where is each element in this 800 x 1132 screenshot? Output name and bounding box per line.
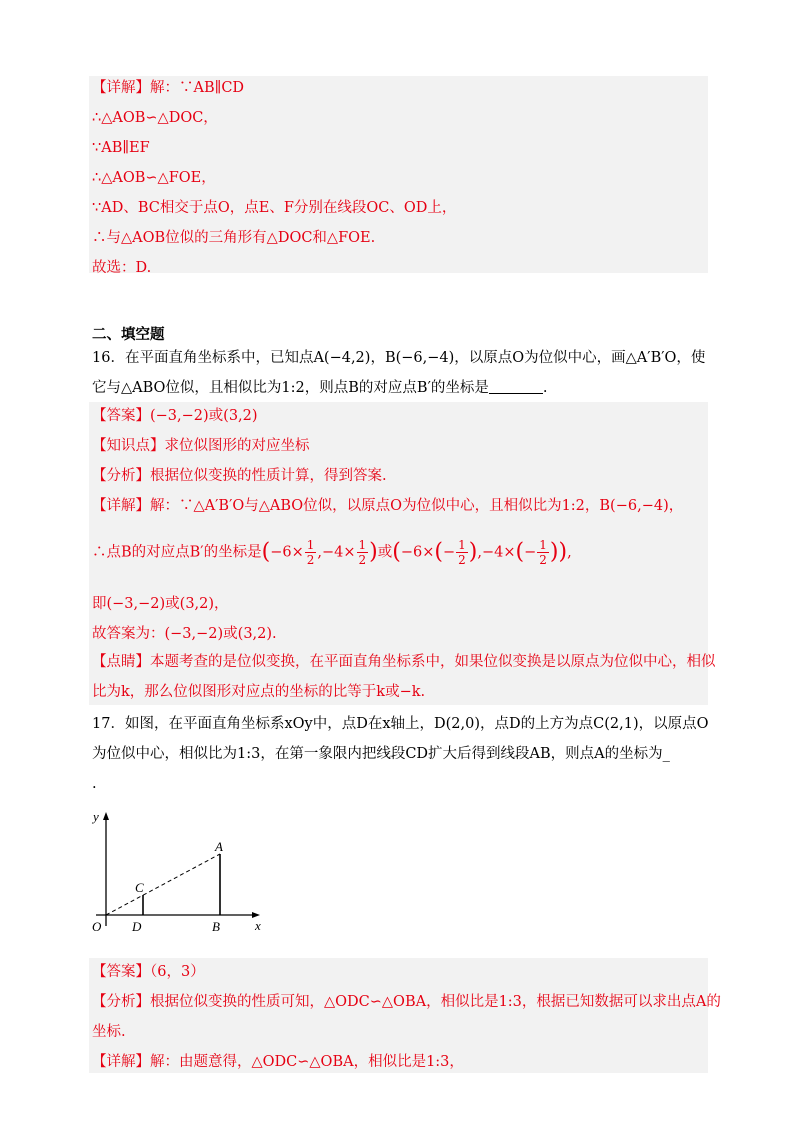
q16-detail-line-2: ∴点B的对应点B′的坐标是(−6× $\frac{1}{2}$ ,−4× $\frac{1}{2}$ )或(−6×(− $\frac{1}{2}$ ),−4×(− $\frac{1}{2}$ )), (92, 538, 572, 567)
q15-line-7: 故选：D. (92, 260, 152, 276)
answer-tag: 【答案】 (92, 964, 150, 980)
q15-line-6: ∴与△AOB位似的三角形有△DOC和△FOE. (92, 230, 376, 246)
q16-analysis-line: 【分析】根据位似变换的性质计算，得到答案. (92, 468, 387, 484)
q16-detail-line-3: 即(−3,−2)或(3,2)， (92, 596, 229, 612)
q17-analysis-line-1: 【分析】根据位似变换的性质可知，△ODC∽△OBA，相似比是1:3，根据已知数据可以求出点A的 (92, 994, 721, 1010)
fraction: $\frac{1}{2}$ (539, 538, 547, 567)
q15-line-1: 【详解】解：∵AB∥CD (92, 80, 245, 96)
q17-answer-line (92, 962, 205, 982)
q15-line-4: ∴△AOB∽△FOE， (92, 170, 216, 186)
q15-detail-tag: 【详解】 (92, 80, 150, 96)
q17-stem-line-2: 为位似中心，相似比为1:3，在第一象限内把线段CD扩大后得到线段AB，则点A的坐标为_ (92, 746, 670, 762)
label-B: B (212, 919, 220, 934)
coordinate-figure (88, 808, 268, 938)
q17-stem-line-1: 17．如图，在平面直角坐标系xOy中，点D在x轴上，D(2,0)，点D的上方为点C(2,1)，以原点O (92, 716, 709, 732)
answer-value: (−3,−2)或(3,2) (150, 408, 258, 424)
q16-knowledge-line: 【知识点】求位似图形的对应坐标 (92, 438, 310, 454)
section-heading: 二、填空题 (92, 326, 165, 343)
answer-tag: 【答案】 (92, 408, 150, 424)
label-x: x (255, 918, 261, 933)
q17-stem-line-3: . (92, 776, 97, 792)
dashed-line-OA (106, 854, 220, 915)
label-O: O (92, 919, 102, 934)
q16-note-line-2: 比为k，那么位似图形对应点的坐标的比等于k或−k. (92, 684, 426, 700)
answer-blank (489, 379, 543, 394)
label-D: D (132, 919, 142, 934)
q15-line-3: ∵AB∥EF (92, 140, 150, 156)
q17-analysis-line-2: 坐标. (92, 1024, 126, 1040)
analysis-tag: 【分析】 (92, 468, 150, 484)
q16-detail-line-4: 故答案为：(−3,−2)或(3,2). (92, 626, 277, 642)
fraction: $\frac{1}{2}$ (458, 538, 466, 567)
q16-stem-line-1: 16．在平面直角坐标系中，已知点A(−4,2)，B(−6,−4)，以原点O为位似中心，画△A′B′O，使 (92, 350, 706, 366)
analysis-tag: 【分析】 (92, 994, 150, 1010)
q16-stem-line-2: 它与△ABO位似，且相似比为1:2，则点B的对应点B′的坐标是 . (92, 380, 548, 396)
q16-detail-line-1: 【详解】解：∵△A′B′O与△ABO位似，以原点O为位似中心，且相似比为1:2，B(−6,−4)， (92, 498, 684, 514)
detail-tag: 【详解】 (92, 498, 150, 514)
note-tag: 【点睛】 (92, 654, 150, 670)
fraction: $\frac{1}{2}$ (306, 538, 315, 567)
q17-detail-line-1: 【详解】解：由题意得，△ODC∽△OBA，相似比是1:3， (92, 1054, 464, 1070)
q15-line-2: ∴△AOB∽△DOC， (92, 110, 218, 126)
q16-answer-line (92, 406, 258, 426)
detail-tag: 【详解】 (92, 1054, 150, 1070)
label-A: A (215, 839, 223, 854)
y-axis-arrow (103, 812, 109, 820)
q16-note-line-1: 【点睛】本题考查的是位似变换，在平面直角坐标系中，如果位似变换是以原点为位似中心，相似 (92, 654, 716, 670)
q15-line-5: ∵AD、BC相交于点O，点E、F分别在线段OC、OD上， (92, 200, 457, 216)
label-y: y (93, 809, 99, 824)
knowledge-tag: 【知识点】 (92, 438, 165, 454)
fraction: $\frac{1}{2}$ (358, 538, 367, 567)
answer-value: （6，3） (150, 964, 205, 980)
label-C: C (135, 880, 144, 895)
